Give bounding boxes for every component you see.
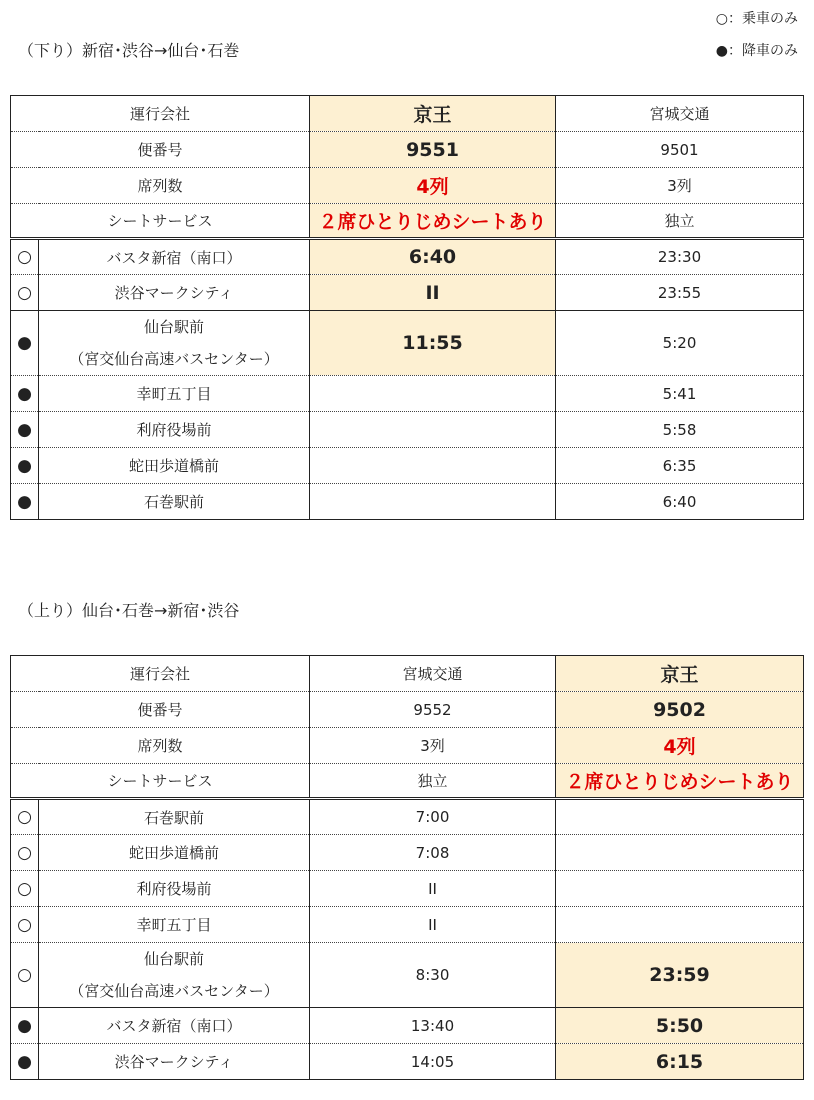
stop-type-icon: ● xyxy=(11,412,39,448)
operator-a-value: 9552 xyxy=(310,692,556,728)
stop-time-a xyxy=(310,376,556,412)
stop-time-a: 13:40 xyxy=(310,1008,556,1044)
stop-type-icon: ○ xyxy=(11,871,39,907)
stop-type-icon: ● xyxy=(11,484,39,520)
stop-row xyxy=(11,943,804,1008)
stop-time-b: 5:41 xyxy=(556,376,804,412)
stop-row xyxy=(11,376,804,412)
header-row xyxy=(11,728,804,764)
stop-time-b: 23:55 xyxy=(556,275,804,311)
operator-a-value: ２席ひとりじめシートあり xyxy=(310,204,556,239)
stop-time-b: 5:20 xyxy=(556,311,804,376)
stop-type-icon: ● xyxy=(11,448,39,484)
stop-name: 渋谷マークシティ xyxy=(39,275,310,311)
operator-a-value: 9551 xyxy=(310,132,556,168)
header-label: シートサービス xyxy=(11,204,310,239)
stop-name-main: 仙台駅前 xyxy=(144,950,205,968)
stop-type-icon: ○ xyxy=(11,943,39,1008)
stop-name: 渋谷マークシティ xyxy=(39,1044,310,1080)
operator-b-value: ２席ひとりじめシートあり xyxy=(556,764,804,799)
stop-name: 石巻駅前 xyxy=(39,484,310,520)
stop-time-b: 6:40 xyxy=(556,484,804,520)
stop-row xyxy=(11,1008,804,1044)
timetable-outbound xyxy=(10,95,804,520)
stop-name: 蛇田歩道橋前 xyxy=(39,448,310,484)
header-row xyxy=(11,692,804,728)
stop-row xyxy=(11,412,804,448)
stop-name: 蛇田歩道橋前 xyxy=(39,835,310,871)
header-label: 便番号 xyxy=(11,132,310,168)
legend-board-only: ○：乗車のみ xyxy=(715,11,798,27)
operator-a-value: 宮城交通 xyxy=(310,656,556,692)
stop-time-b xyxy=(556,871,804,907)
stop-type-icon: ○ xyxy=(11,275,39,311)
stop-name xyxy=(39,311,310,376)
header-row xyxy=(11,168,804,204)
stop-name: 利府役場前 xyxy=(39,412,310,448)
header-row xyxy=(11,656,804,692)
stop-time-b xyxy=(556,835,804,871)
header-label: 席列数 xyxy=(11,168,310,204)
stop-row xyxy=(11,311,804,376)
stop-name-sub: （宮交仙台高速バスセンター） xyxy=(69,350,279,368)
stop-name xyxy=(39,943,310,1008)
header-row xyxy=(11,132,804,168)
operator-b-value: 独立 xyxy=(556,204,804,239)
header-row xyxy=(11,204,804,239)
stop-time-b: 6:35 xyxy=(556,448,804,484)
title-outbound: （下り）新宿･渋谷→仙台･石巻 xyxy=(18,41,240,60)
stop-name: 幸町五丁目 xyxy=(39,907,310,943)
stop-row xyxy=(11,835,804,871)
stop-type-icon: ● xyxy=(11,1044,39,1080)
header-row xyxy=(11,96,804,132)
operator-b-value: 4列 xyxy=(556,728,804,764)
stop-time-b: 23:59 xyxy=(556,943,804,1008)
stop-time-b: 23:30 xyxy=(556,239,804,275)
stop-row xyxy=(11,799,804,835)
operator-b-value: 宮城交通 xyxy=(556,96,804,132)
stop-time-b: 5:58 xyxy=(556,412,804,448)
stop-row xyxy=(11,907,804,943)
operator-b-value: 京王 xyxy=(556,656,804,692)
stop-time-a: 8:30 xyxy=(310,943,556,1008)
header-label: 運行会社 xyxy=(11,656,310,692)
stop-row xyxy=(11,484,804,520)
stop-row xyxy=(11,1044,804,1080)
stop-row xyxy=(11,448,804,484)
stop-time-a xyxy=(310,484,556,520)
stop-time-b: 5:50 xyxy=(556,1008,804,1044)
operator-b-value: 3列 xyxy=(556,168,804,204)
stop-time-a: II xyxy=(310,871,556,907)
stop-row xyxy=(11,871,804,907)
stop-time-a: 7:08 xyxy=(310,835,556,871)
stop-time-a: II xyxy=(310,275,556,311)
stop-type-icon: ● xyxy=(11,311,39,376)
stop-row xyxy=(11,239,804,275)
stop-time-a xyxy=(310,412,556,448)
stop-time-b xyxy=(556,799,804,835)
stop-name: バスタ新宿（南口） xyxy=(39,239,310,275)
stop-type-icon: ○ xyxy=(11,799,39,835)
header-label: シートサービス xyxy=(11,764,310,799)
operator-b-value: 9501 xyxy=(556,132,804,168)
stop-name: 利府役場前 xyxy=(39,871,310,907)
header-label: 席列数 xyxy=(11,728,310,764)
stop-time-a: 7:00 xyxy=(310,799,556,835)
operator-a-value: 京王 xyxy=(310,96,556,132)
stop-time-a: 11:55 xyxy=(310,311,556,376)
stop-time-a: 6:40 xyxy=(310,239,556,275)
stop-time-a: II xyxy=(310,907,556,943)
stop-name: 石巻駅前 xyxy=(39,799,310,835)
stop-type-icon: ○ xyxy=(11,907,39,943)
header-row xyxy=(11,764,804,799)
stop-time-a: 14:05 xyxy=(310,1044,556,1080)
header-label: 運行会社 xyxy=(11,96,310,132)
operator-b-value: 9502 xyxy=(556,692,804,728)
header-label: 便番号 xyxy=(11,692,310,728)
stop-time-a xyxy=(310,448,556,484)
operator-a-value: 3列 xyxy=(310,728,556,764)
stop-name-sub: （宮交仙台高速バスセンター） xyxy=(69,982,279,1000)
stop-name: バスタ新宿（南口） xyxy=(39,1008,310,1044)
stop-type-icon: ● xyxy=(11,1008,39,1044)
legend-alight-only: ●：降車のみ xyxy=(715,43,798,59)
title-inbound: （上り）仙台･石巻→新宿･渋谷 xyxy=(18,601,240,620)
timetable-inbound xyxy=(10,655,804,1080)
stop-name: 幸町五丁目 xyxy=(39,376,310,412)
operator-a-value: 4列 xyxy=(310,168,556,204)
stop-type-icon: ○ xyxy=(11,835,39,871)
operator-a-value: 独立 xyxy=(310,764,556,799)
stop-row xyxy=(11,275,804,311)
stop-time-b xyxy=(556,907,804,943)
stop-time-b: 6:15 xyxy=(556,1044,804,1080)
stop-name-main: 仙台駅前 xyxy=(144,318,205,336)
stop-type-icon: ○ xyxy=(11,239,39,275)
stop-type-icon: ● xyxy=(11,376,39,412)
